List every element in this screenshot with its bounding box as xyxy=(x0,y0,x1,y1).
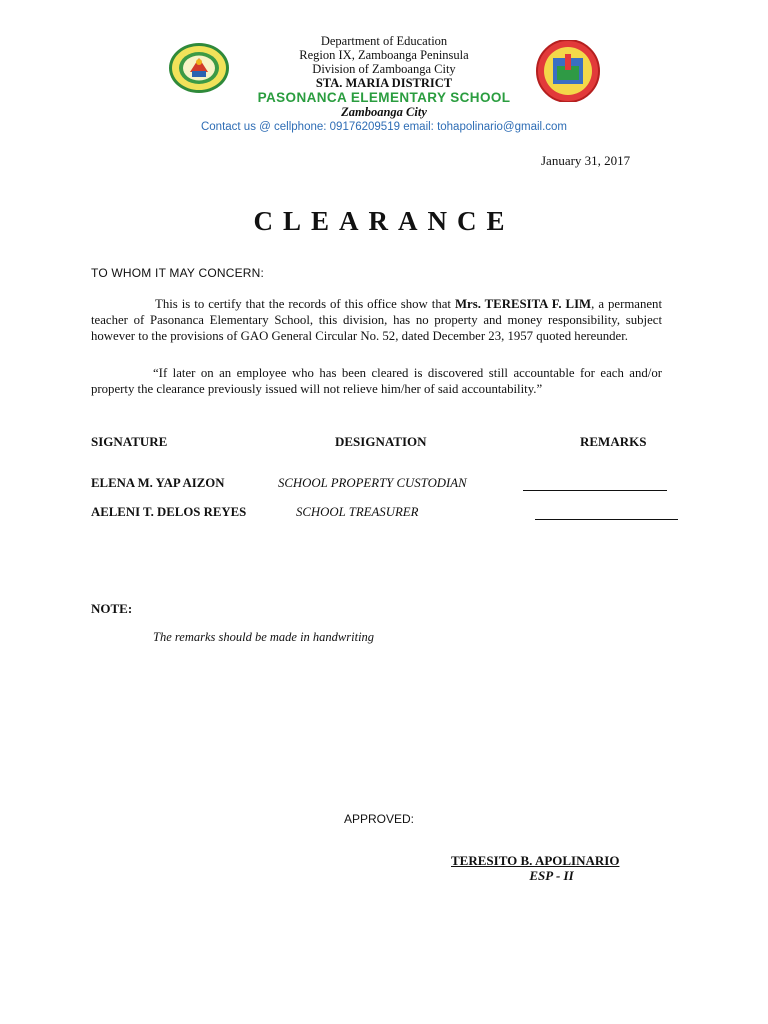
column-header-designation: DESIGNATION xyxy=(335,434,427,449)
signatory-designation: SCHOOL PROPERTY CUSTODIAN xyxy=(278,476,467,490)
column-header-remarks: REMARKS xyxy=(580,434,647,449)
quote-text: “If later on an employee who has been cleared is discovered still accountable for each and/or property the clearance previously issued will not relieve him/her of said accountability.” xyxy=(91,366,662,396)
header-line: Department of Education xyxy=(320,34,448,48)
signatory-designation: SCHOOL TREASURER xyxy=(296,505,419,519)
paragraph-text: , a permanent teacher of Pasonanca Elementary School, this division, has no property and money responsibility, subject however to the provisions of GAO General Circular No. 52, dated December 23, 1957 quoted hereunder. xyxy=(91,297,663,343)
signatory-name: ELENA M. YAP AIZON xyxy=(91,476,225,490)
remarks-signature-line xyxy=(535,519,678,520)
note-label: NOTE: xyxy=(91,601,133,616)
header-line: Region IX, Zamboanga Peninsula xyxy=(299,48,469,62)
approved-label: APPROVED: xyxy=(344,812,415,826)
teacher-name: Mrs. TERESITA F. LIM xyxy=(454,297,592,311)
document-title: CLEARANCE xyxy=(253,206,515,236)
quoted-circular xyxy=(91,365,662,397)
signatory-name: AELENI T. DELOS REYES xyxy=(91,505,247,519)
city-name: Zamboanga City xyxy=(341,105,427,119)
salutation: TO WHOM IT MAY CONCERN: xyxy=(91,266,265,280)
paragraph-text: This is to certify that the records of this office show that xyxy=(155,297,455,311)
district-name: STA. MARIA DISTRICT xyxy=(315,76,453,90)
document-date: January 31, 2017 xyxy=(541,153,631,168)
contact-info: Contact us @ cellphone: 09176209519 email: tohapolinario@gmail.com xyxy=(200,121,567,133)
school-name: PASONANCA ELEMENTARY SCHOOL xyxy=(257,90,511,105)
column-header-signature: SIGNATURE xyxy=(91,434,168,449)
approver-name: TERESITO B. APOLINARIO xyxy=(451,853,620,868)
header-line: Division of Zamboanga City xyxy=(312,62,456,76)
note-text: The remarks should be made in handwriting xyxy=(153,630,375,644)
approver-title: ESP - II xyxy=(529,868,574,883)
certification-paragraph xyxy=(91,296,662,344)
remarks-signature-line xyxy=(523,490,667,491)
letterhead xyxy=(0,34,768,135)
